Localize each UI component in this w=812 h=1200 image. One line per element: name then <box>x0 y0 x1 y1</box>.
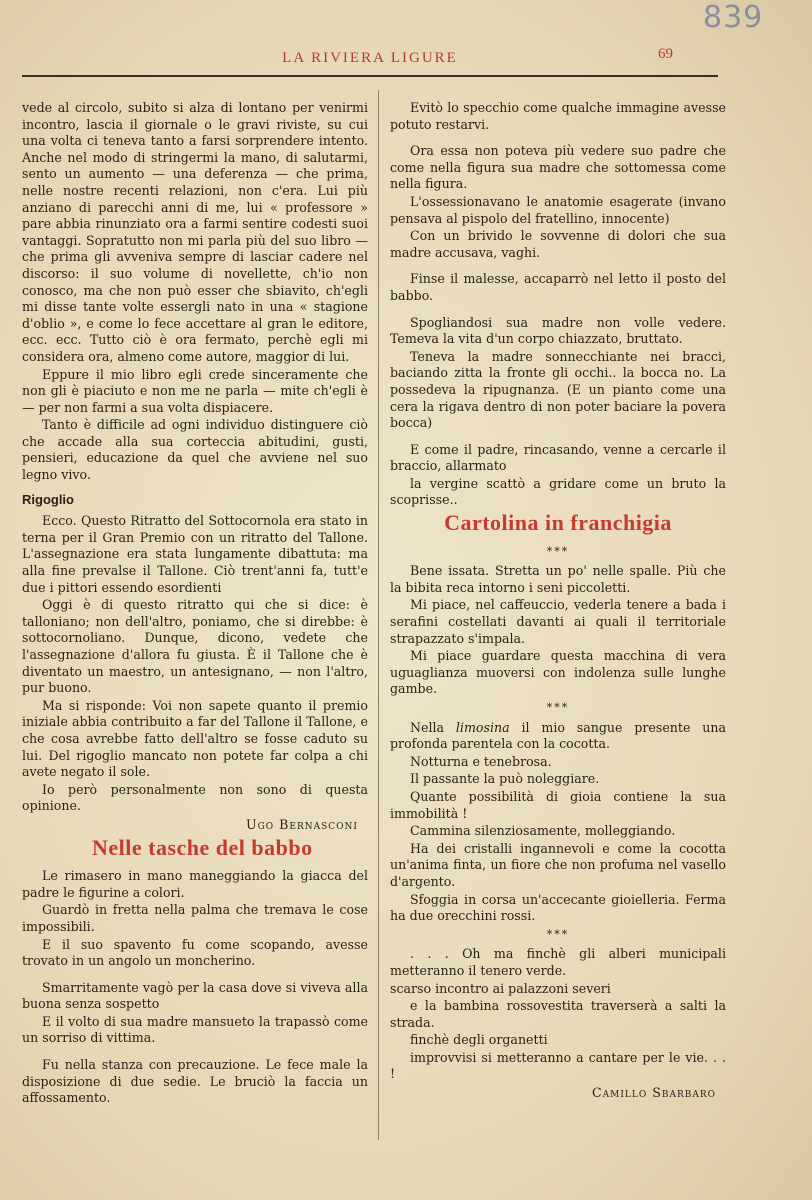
paragraph: . . . Oh ma finchè gli alberi municipali metteranno il tenero verde. <box>390 946 726 978</box>
paragraph: Evitò lo specchio come qualche immagine avesse potuto restarvi. <box>390 100 726 132</box>
paragraph: improvvisi si metteranno a cantare per le vie. . . ! <box>390 1049 726 1082</box>
paragraph: Eppure il mio libro egli crede sinceramente che non gli è piaciuto e non me ne parla — mite ch'egli è — per non farmi a sua volta dispiacere. <box>22 366 368 415</box>
paragraph: Ma si risponde: Voi non sapete quanto il premio iniziale abbia contribuito a far del Tallone il Tallone, e che cosa avrebbe fatto dell'altro se fosse caduto su lui. Del rigoglio mancato non potete far colpa a chi avete negato il sole. <box>22 697 368 780</box>
section-stars: *** <box>546 927 570 941</box>
paragraph: finchè degli organetti <box>410 1032 548 1048</box>
paragraph: Ha dei cristalli ingannevoli e come la cocotta un'anima finta, un fiore che non profuma nel vasello d'argento. <box>390 840 726 889</box>
right-column <box>390 100 726 1106</box>
paragraph: Ecco. Questo Ritratto del Sottocornola era stato in terna per il Gran Premio con un ritratto del Tallone. L'assegnazione era stata lungamente dibattuta: ma alla fine prevalse il Tallone. Ciò trent'anni fa, tutt'e due i pittori essendo esordienti <box>22 513 368 595</box>
section-heading-rigoglio: Rigoglio <box>22 491 74 507</box>
paragraph: e la bambina rossovestita traverserà a salti la strada. <box>390 998 726 1030</box>
author-signature: Ugo Bernasconi <box>245 816 358 832</box>
story-title: Nelle tasche del babbo <box>92 834 313 860</box>
spacer <box>390 306 726 315</box>
paragraph: Finse il malesse, accaparrò nel letto il posto del babbo. <box>390 271 726 303</box>
page-number: 69 <box>658 46 673 62</box>
paragraph: E il suo spavento fu come scopando, avesse trovato in un angolo un moncherino. <box>22 936 368 969</box>
paragraph: Notturna e tenebrosa. <box>410 753 552 769</box>
paragraph: Bene issata. Stretta un po' nelle spalle. Più che la bibita reca intorno i seni piccoletti. <box>390 563 726 595</box>
paragraph: Il passante la può noleggiare. <box>410 771 600 787</box>
paragraph: E il volto di sua madre mansueto la trapassò come un sorriso di vittima. <box>22 1013 368 1046</box>
section-stars: *** <box>546 701 570 714</box>
paragraph: Tanto è difficile ad ogni individuo distinguere ciò che accade alla sua corteccia abitudini, gusti, pensieri, educazione da quel che avviene nel suo legno vivo. <box>22 417 368 483</box>
paragraph: Quante possibilità di gioia contiene la sua immobilità ! <box>390 788 726 821</box>
spacer <box>22 971 368 980</box>
paragraph: Smarritamente vagò per la casa dove si viveva alla buona senza sospetto <box>22 979 368 1012</box>
paragraph: scarso incontro ai palazzoni severi <box>390 980 611 996</box>
header-rule <box>22 75 718 77</box>
paragraph: Oggi è di questo ritratto qui che si dice: è talloniano; non dell'altro, poniamo, che si direbbe: è sottocornoliano. Dunque, dicono, vedete che l'assegnazione d'allora fu giusta. È il Tallone che è diventato un maestro, un antesignano, — non l'altro, pur buono. <box>22 597 368 696</box>
spacer <box>390 262 726 271</box>
paragraph: la vergine scattò a gridare come un bruto la scoprisse.. <box>390 475 726 508</box>
paragraph: Ora essa non poteva più vedere suo padre che come nella figura sua madre che sottomessa come nella figura. <box>390 143 726 192</box>
handwritten-page-number: 839 <box>703 0 764 35</box>
text-run: il mio sangue presente una profonda parentela con la cocotta. <box>390 719 727 752</box>
left-column <box>22 100 368 1108</box>
italic-word: limosina <box>455 719 510 735</box>
text-run: Nella <box>410 719 456 735</box>
paragraph <box>390 720 726 753</box>
spacer <box>390 134 726 143</box>
paragraph: L'ossessionavano le anatomie esagerate (invano pensava al pispolo del fratellino, innocente) <box>390 193 726 226</box>
paragraph: vede al circolo, subito si alza di lontano per venirmi incontro, lascia il giornale o le gravi riviste, su cui una volta ci teneva tanto a farsi sorprendere intento. Anche nel modo di stringermi la mano, di salutarmi, sento un aumento — una deferenza — che prima, nelle nostre recenti relazioni, non c'era. Lui più anziano di parecchi anni di me, lui « professore » pare abbia rinunziato ora a farmi sentire codesti suoi vantaggi. Sopratutto non mi parla più del suo libro — che prima gli avveniva sempre di lasciar cadere nel discorso: il suo volume di novellette, ch'io non conosco, ma che non può esser che sbiavito, ch'egli mi disse tante volte essergli nato in una « stagione d'oblio », e come lo fece accettare al gran le editore, ecc. ecc. Tutto ciò è ora fermato, perchè egli mi considera ora, almeno come autore, maggior di lui. <box>22 100 368 364</box>
paragraph: Mi piace guardare questa macchina di vera uguaglianza muoversi con indolenza sulle lunghe gambe. <box>390 648 726 697</box>
running-title: LA RIVIERA LIGURE <box>282 50 458 66</box>
paragraph: Con un brivido le sovvenne di dolori che sua madre accusava, vaghi. <box>390 228 726 260</box>
author-signature: Camillo Sbarbaro <box>591 1085 716 1101</box>
paragraph: Le rimasero in mano maneggiando la giacca del padre le figurine a colori. <box>22 868 368 900</box>
cartolina-title: Cartolina in franchigia <box>444 510 672 536</box>
paragraph: Guardò in fretta nella palma che tremava le cose impossibili. <box>22 902 368 934</box>
paragraph: Cammina silenziosamente, molleggiando. <box>410 823 676 839</box>
paragraph: Spogliandosi sua madre non volle vedere. Temeva la vita d'un corpo chiazzato, bruttato. <box>390 314 726 347</box>
paragraph: Teneva la madre sonnecchiante nei bracci, baciando zitta la fronte gli occhi.. la bocca no. La possedeva la ripugnanza. (E un pianto come una cera la rigava dentro di non poter baciare la povera bocca) <box>390 348 726 431</box>
spacer <box>390 433 726 442</box>
column-divider <box>378 90 379 1140</box>
section-stars: *** <box>546 544 570 558</box>
paragraph: Io però personalmente non sono di questa opinione. <box>22 781 368 814</box>
paragraph: Sfoggia in corsa un'accecante gioielleria. Ferma ha due orecchini rossi. <box>390 891 726 924</box>
paragraph: Mi piace, nel caffeuccio, vederla tenere a bada i serafini costellati davanti ai quali il territoriale strapazzato s'impala. <box>390 597 726 646</box>
spacer <box>22 1048 368 1057</box>
paragraph: Fu nella stanza con precauzione. Le fece male la disposizione di due sedie. Le bruciò la faccia un affossamento. <box>22 1057 368 1106</box>
paragraph: E come il padre, rincasando, venne a cercarle il braccio, allarmato <box>390 441 726 474</box>
